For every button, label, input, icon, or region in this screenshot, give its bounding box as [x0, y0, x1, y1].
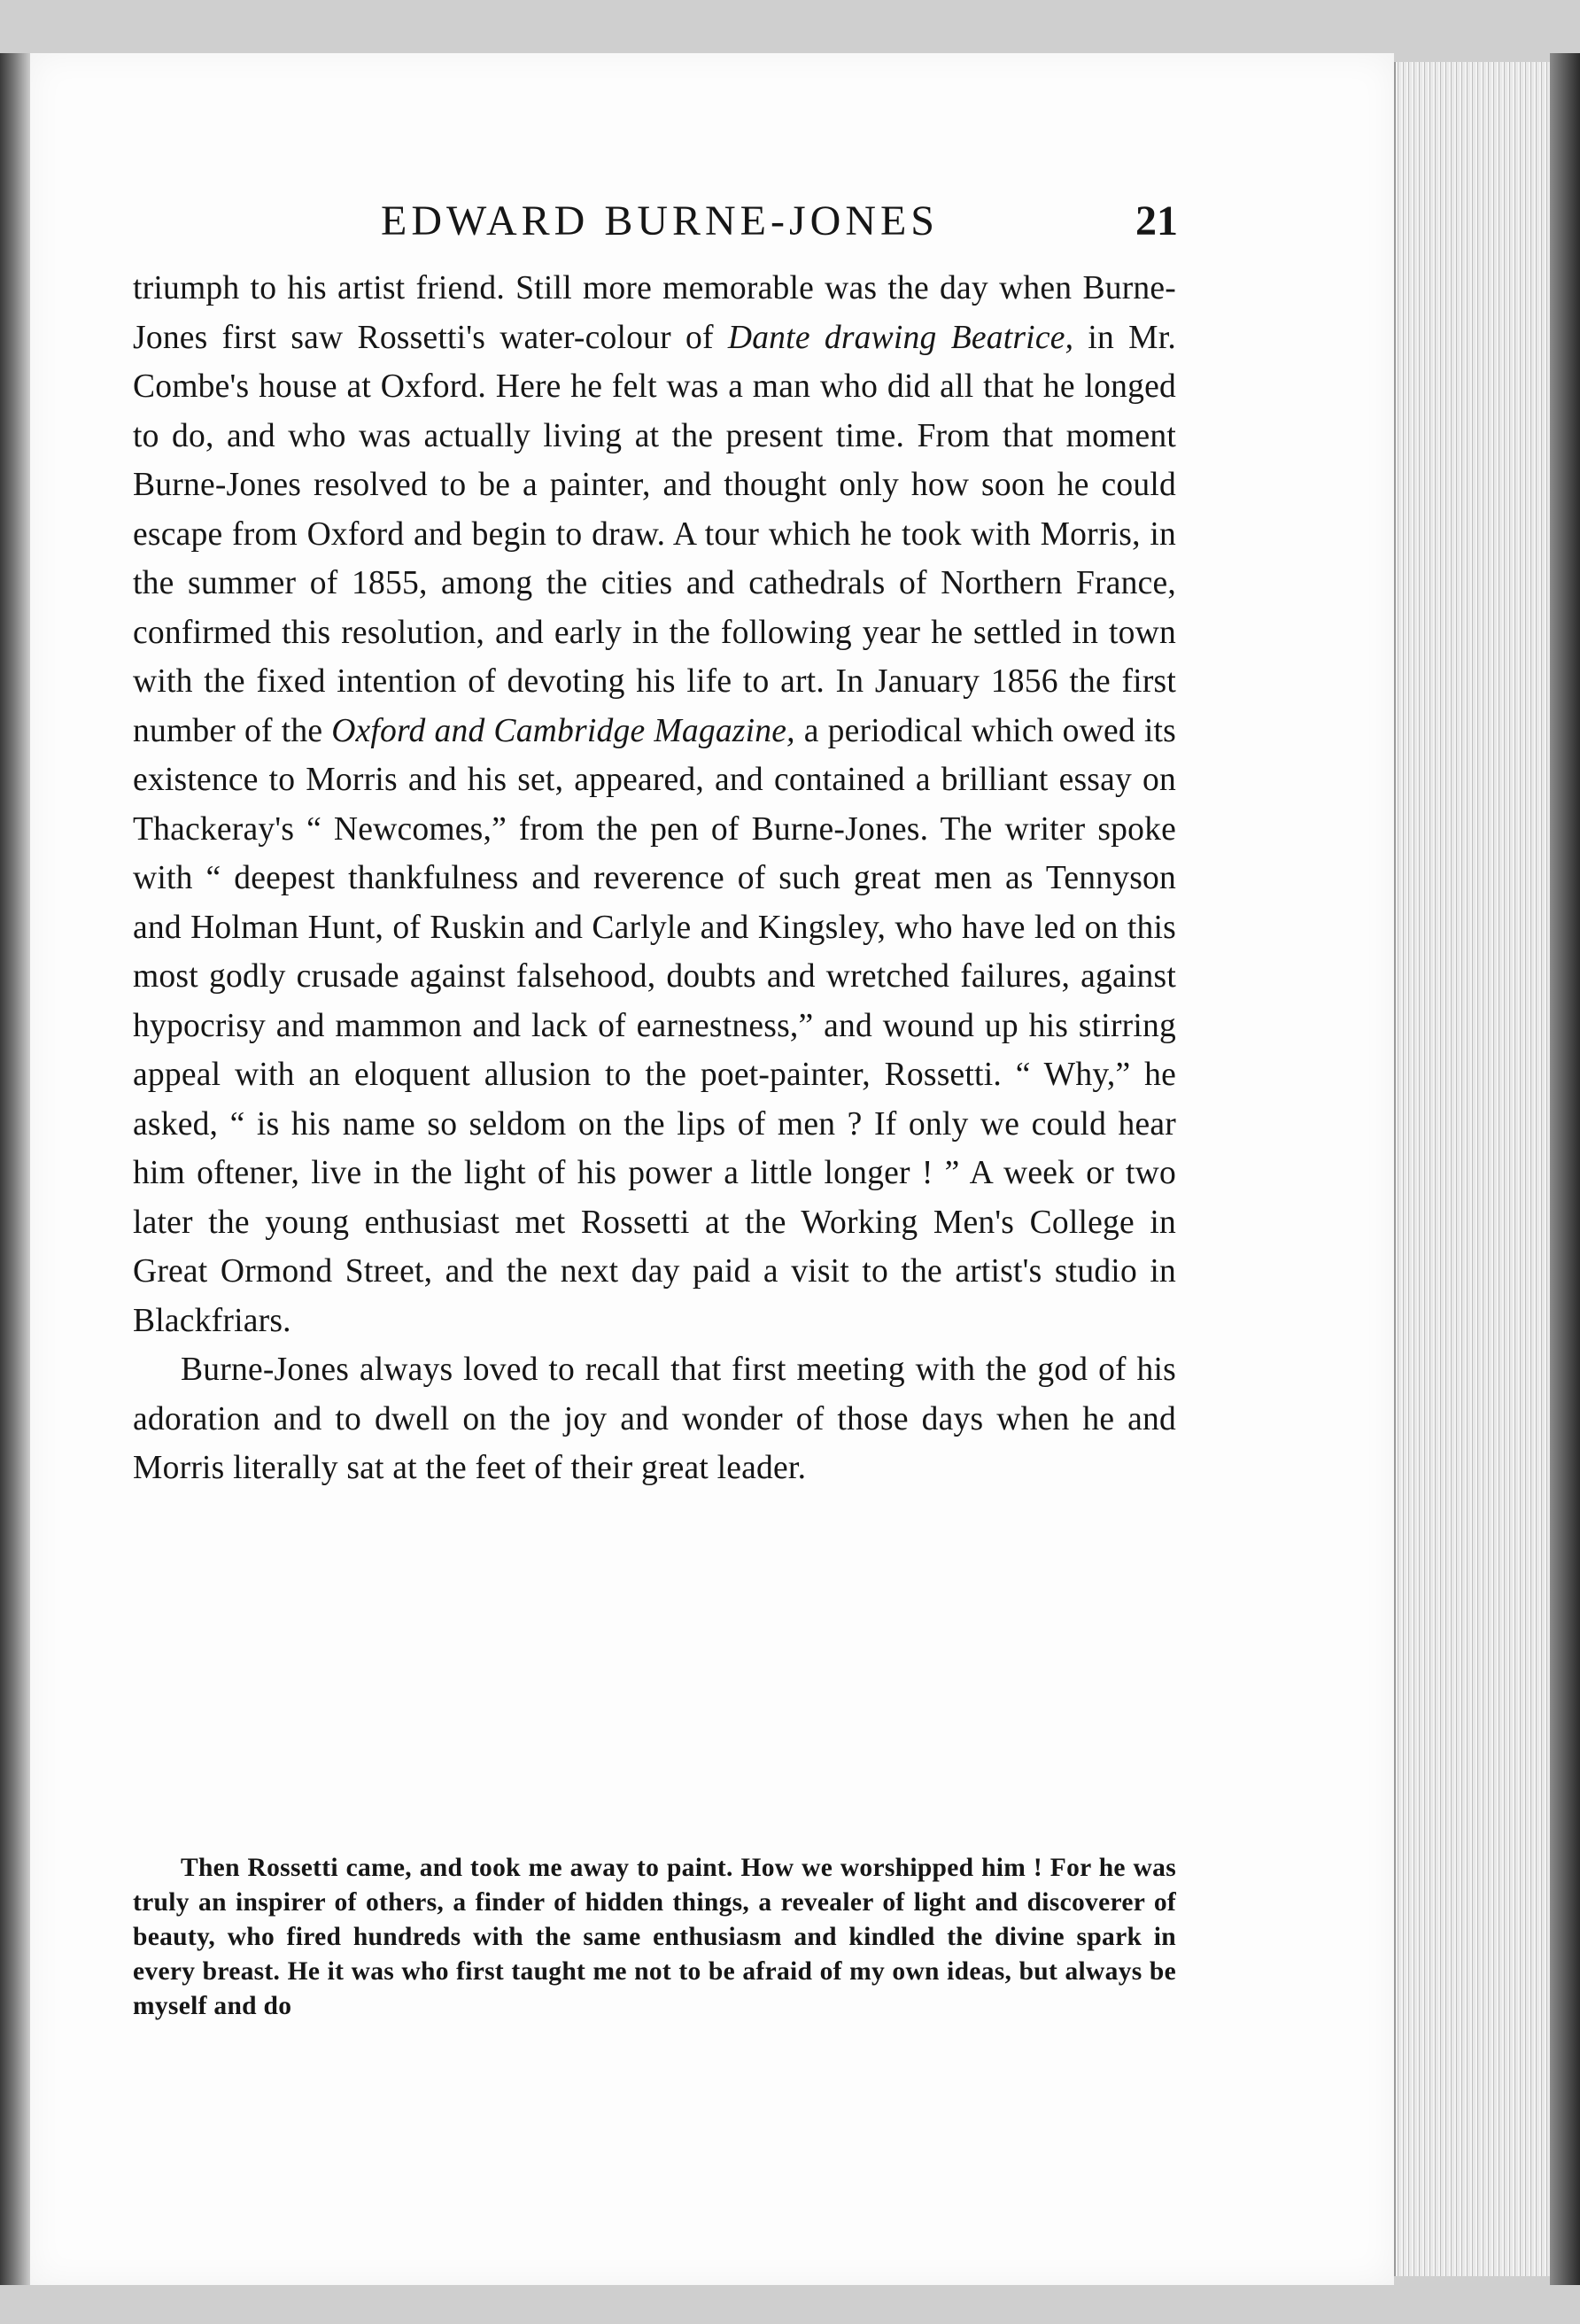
magazine-title-oxford-and-cambridge: Oxford and Cambridge Magazine,	[331, 712, 795, 749]
paragraph-1-text-c: a periodical which owed its existence to Morris and his set, appeared, and contained a brilliant essay on Thackeray's “ Newcomes,” from the pen of Burne-Jones. The writer spoke with “ deepest thankfulness and reverence of such great men as Tennyson and Holman Hunt, of Ruskin and Carlyle and Kingsley, who have led on this most godly crusade against falsehood, doubts and wretched failures, against hypocrisy and mammon and lack of earnestness,” and wound up his stirring appeal with an eloquent allusion to the poet-painter, Rossetti. “ Why,” he asked, “ is his name so seldom on the lips of men ? If only we could hear him oftener, live in the light of his power a little longer ! ” A week or two later the young enthusiast met Rossetti at the Working Men's College in Great Ormond Street, and the next day paid a visit to the artist's studio in Blackfriars.	[133, 712, 1176, 1339]
paragraph-1-text-b: in Mr. Combe's house at Oxford. Here he felt was a man who did all that he longed to do, and who was actually living at the present time. From that moment Burne-Jones resolved to be a painter, and thought only how soon he could escape from Oxford and begin to draw. A tour which he took with Morris, in the summer of 1855, among the cities and cathedrals of Northern France, confirmed this resolution, and early in the following year he settled in town with the fixed intention of devoting his life to art. In January 1856 the first number of the	[133, 319, 1176, 749]
block-quotation	[133, 1851, 1176, 2024]
paragraph-1-text-a: triumph to his artist friend. Still more memorable was the day when Burne-Jones first saw Rossetti's water-colour of	[133, 270, 1176, 356]
page-stack-edges	[1394, 62, 1552, 2276]
book-cover-edge	[1550, 53, 1580, 2285]
running-head	[133, 197, 1178, 250]
paragraph-1	[133, 264, 1176, 1345]
running-head-title: EDWARD BURNE-JONES	[381, 198, 939, 244]
paragraph-2: Burne-Jones always loved to recall that first meeting with the god of his adoration and to dwell on the joy and wonder of those days when he and Morris literally sat at the feet of their great leader.	[133, 1352, 1176, 1486]
page-number: 21	[1135, 198, 1178, 244]
artwork-title-dante-drawing-beatrice: Dante drawing Beatrice,	[727, 319, 1074, 356]
quotation-text: Then Rossetti came, and took me away to paint. How we worshipped him ! For he was truly an inspirer of others, a finder of hidden things, a revealer of light and discoverer of beauty, who fired hundreds with the same enthusiasm and kindled the divine spark in every breast. He it was who first taught me not to be afraid of my own ideas, but always be myself and do	[133, 1854, 1176, 2020]
body-text	[133, 264, 1176, 1493]
